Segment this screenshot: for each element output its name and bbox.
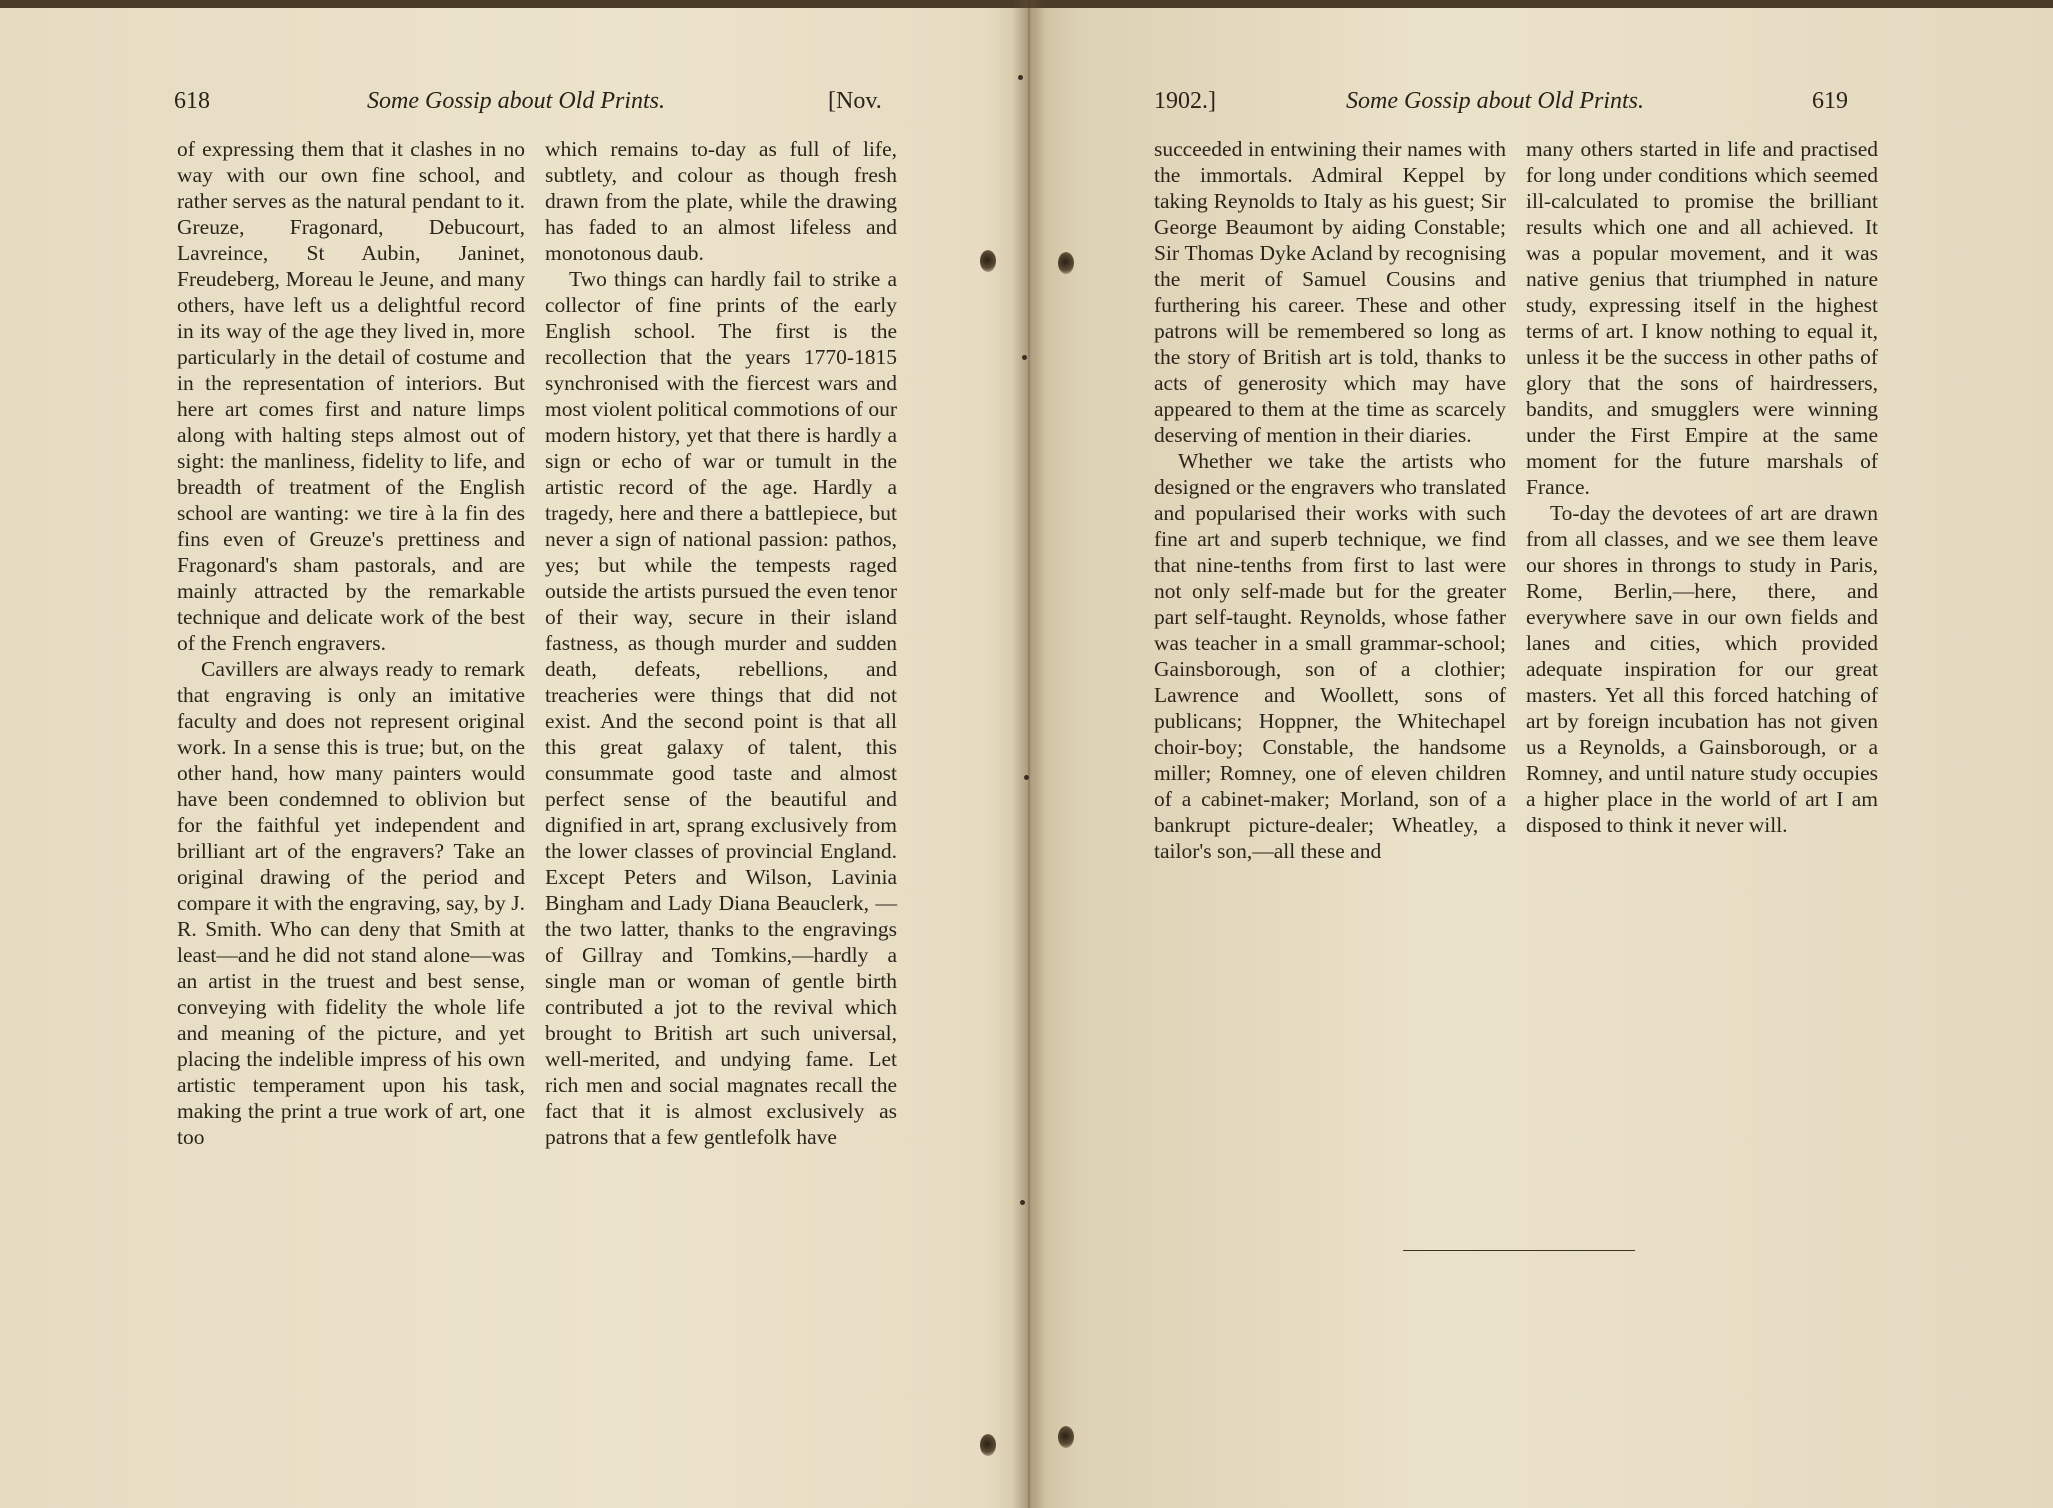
binding-hole	[980, 1434, 996, 1456]
left-col1-para-1: of expressing them that it clashes in no way with our own fine school, and rather serves as the natural pendant to it. Greuze, Fragonard, Debucourt, Lavreince, St Aubin, Janinet, Freudeberg, Moreau le Jeune, and many others, have left us a delightful record in its way of the age they lived in, more particularly in the detail of costume and in the representation of interiors. But here art comes first and nature limps along with halting steps almost out of sight: the manliness, fidelity to life, and breadth of treatment of the English school are wanting: we tire à la fin des fins even of Greuze's prettiness and Fragonard's sham pastorals, and are mainly attracted by the remarkable technique and delicate work of the best of the French engravers.	[177, 137, 525, 655]
right-running-head	[1046, 88, 2053, 128]
right-column-1	[1154, 136, 1506, 864]
paper-speck	[1024, 775, 1029, 780]
left-col2-para-2: Two things can hardly fail to strike a collector of fine prints of the early English school. The first is the recollection that the years 1770-1815 synchronised with the fiercest wars and most violent political commotions of our modern history, yet that there is hardly a sign or echo of war or tumult in the artistic record of the age. Hardly a tragedy, here and there a battlepiece, but never a sign of national passion: pathos, yes; but while the tempests raged outside the artists pursued the even tenor of their way, secure in their island fastness, as though murder and sudden death, defeats, rebellions, and treacheries were things that did not exist. And the second point is that all this great galaxy of talent, this consummate good taste and almost perfect sense of the beautiful and dignified in art, sprang exclusively from the lower classes of provincial England. Except Peters and Wilson, Lavinia Bingham and Lady Diana Beauclerk, — the two latter, thanks to the engravings of Gillray and Tomkins,—hardly a single man or woman of gentle birth contributed a jot to the revival which brought to British art such universal, well-merited, and undying fame. Let rich men and social magnates recall the fact that it is almost exclusively as patrons that a few gentlefolk have	[545, 267, 897, 1149]
left-page-number: 618	[174, 88, 210, 114]
paper-speck	[1020, 1200, 1025, 1205]
right-col1-para-2: Whether we take the artists who designed or the engravers who translated and popularised their works with such fine art and superb technique, we find that nine-tenths from first to last were not only self-made but for the greater part self-taught. Reynolds, whose father was teacher in a small grammar-school; Gainsborough, son of a clothier; Lawrence and Woollett, sons of publicans; Hoppner, the Whitechapel choir-boy; Constable, the handsome miller; Romney, one of eleven children of a cabinet-maker; Morland, son of a bankrupt picture-dealer; Wheatley, a tailor's son,—all these and	[1154, 449, 1506, 863]
section-end-rule	[1403, 1250, 1635, 1251]
right-page	[1046, 0, 2053, 1508]
left-col1-para-2: Cavillers are always ready to remark that engraving is only an imitative faculty and does not represent original work. In a sense this is true; but, on the other hand, how many painters would have been condemned to oblivion but for the faithful yet independent and brilliant art of the engravers? Take an original drawing of the period and compare it with the engraving, say, by J. R. Smith. Who can deny that Smith at least—and he did not stand alone—was an artist in the truest and best sense, conveying with fidelity the whole life and meaning of the picture, and yet placing the indelible impress of his own artistic temperament upon his task, making the print a true work of art, one too	[177, 657, 525, 1149]
left-column-2	[545, 136, 897, 1150]
left-col2-para-1: which remains to-day as full of life, subtlety, and colour as though fresh drawn from the plate, while the drawing has faded to an almost lifeless and monotonous daub.	[545, 137, 897, 265]
right-col2-para-1: many others started in life and practised for long under conditions which seemed ill-calculated to promise the brilliant results which one and all achieved. It was a popular movement, and it was native genius that triumphed in nature study, expressing itself in the highest terms of art. I know nothing to equal it, unless it be the success in other paths of glory that the sons of hairdressers, bandits, and smugglers were winning under the First Empire at the same moment for the future marshals of France.	[1526, 137, 1878, 499]
right-date-mark: 1902.]	[1154, 88, 1216, 114]
right-col1-para-1: succeeded in entwining their names with the immortals. Admiral Keppel by taking Reynolds to Italy as his guest; Sir George Beaumont by aiding Constable; Sir Thomas Dyke Acland by recognising the merit of Samuel Cousins and furthering his career. These and other patrons will be remembered so long as the story of British art is told, thanks to acts of generosity which may have appeared to them at the time as scarcely deserving of mention in their diaries.	[1154, 137, 1506, 447]
right-column-2	[1526, 136, 1878, 838]
right-page-number: 619	[1812, 88, 1848, 114]
left-column-1	[177, 136, 525, 1150]
left-running-head	[0, 88, 1012, 128]
paper-speck	[1022, 355, 1027, 360]
left-page	[0, 0, 1012, 1508]
paper-speck	[1018, 75, 1023, 80]
right-col2-para-2: To-day the devotees of art are drawn from all classes, and we see them leave our shores in throngs to study in Paris, Rome, Berlin,—here, there, and everywhere save in our own fields and lanes and cities, which provided adequate inspiration for our great masters. Yet all this forced hatching of art by foreign incubation has not given us a Reynolds, a Gainsborough, or a Romney, and until nature study occupies a higher place in the world of art I am disposed to think it never will.	[1526, 501, 1878, 837]
right-running-title: Some Gossip about Old Prints.	[1346, 88, 1645, 114]
left-date-mark: [Nov.	[828, 88, 882, 114]
binding-hole	[980, 250, 996, 272]
book-gutter	[1012, 0, 1046, 1508]
left-running-title: Some Gossip about Old Prints.	[367, 88, 666, 114]
